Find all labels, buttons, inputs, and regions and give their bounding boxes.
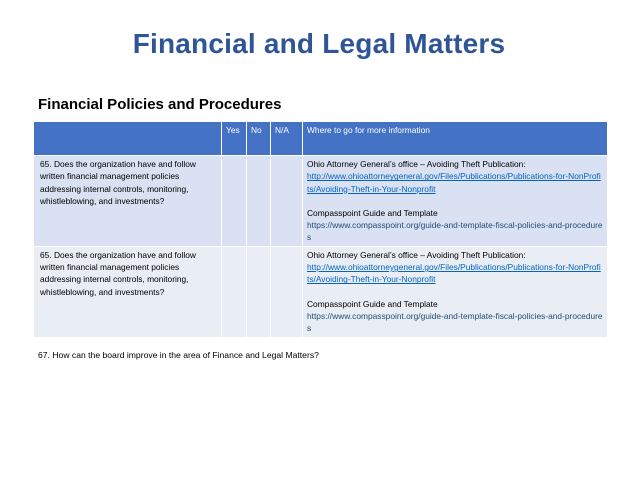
compasspoint-url[interactable]: https://www.compasspoint.org/guide-and-template-fiscal-policies-and-procedures <box>307 220 603 243</box>
na-cell[interactable] <box>271 156 303 247</box>
question-cell: 65. Does the organization have and follow written financial management policies addressing internal controls, monitoring, whistleblowing, and investments? <box>34 246 222 337</box>
policies-table <box>33 121 608 338</box>
yes-cell[interactable] <box>222 246 247 337</box>
header-no: No <box>247 122 271 156</box>
slide-title: Financial and Legal Matters <box>132 28 506 59</box>
question-cell: 65. Does the organization have and follow written financial management policies addressing internal controls, monitoring, whistleblowing, and investments? <box>34 156 222 247</box>
table-row <box>34 156 608 247</box>
info-cell <box>303 246 608 337</box>
yes-cell[interactable] <box>222 156 247 247</box>
table-row <box>34 246 608 337</box>
board-improvement-question: 67. How can the board improve in the area of Finance and Legal Matters? <box>38 350 319 360</box>
ohio-ag-link[interactable]: http://www.ohioattorneygeneral.gov/Files/Publications/Publications-for-NonProfits/Avoiding-Theft-in-Your-Nonprofit <box>307 262 601 285</box>
no-cell[interactable] <box>247 156 271 247</box>
ohio-ag-link[interactable]: http://www.ohioattorneygeneral.gov/Files/Publications/Publications-for-NonProfits/Avoiding-Theft-in-Your-Nonprofit <box>307 171 601 194</box>
info-org-text: Ohio Attorney General’s office – Avoiding Theft Publication: <box>307 249 526 260</box>
info-cell <box>303 156 608 247</box>
header-info: Where to go for more information <box>303 122 608 156</box>
section-title: Financial Policies and Procedures <box>38 96 282 113</box>
info-guide-text: Compasspoint Guide and Template <box>307 298 438 309</box>
no-cell[interactable] <box>247 246 271 337</box>
na-cell[interactable] <box>271 246 303 337</box>
table-header-row <box>34 122 608 156</box>
info-guide-text: Compasspoint Guide and Template <box>307 207 438 218</box>
header-question <box>34 122 222 156</box>
header-na: N/A <box>271 122 303 156</box>
info-org-text: Ohio Attorney General’s office – Avoiding Theft Publication: <box>307 159 526 169</box>
header-yes: Yes <box>222 122 247 156</box>
compasspoint-url[interactable]: https://www.compasspoint.org/guide-and-template-fiscal-policies-and-procedures <box>307 310 603 334</box>
